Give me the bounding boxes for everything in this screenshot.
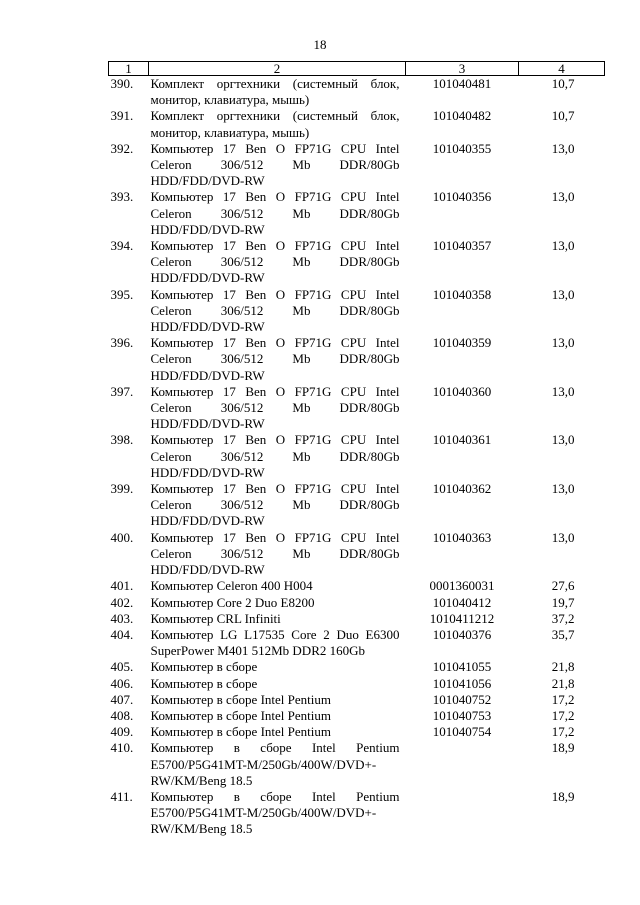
inventory-code [406, 789, 519, 838]
row-number: 409. [110, 724, 134, 740]
item-name-line: Комплект оргтехники (системный блок, [150, 76, 400, 91]
item-name [149, 189, 406, 238]
table-body [109, 76, 605, 838]
row-number: 410. [110, 740, 134, 756]
item-name [149, 530, 406, 579]
item-value: 17,2 [551, 707, 575, 723]
item-name [149, 708, 406, 724]
item-name-line: Celeron 306/512 Mb DDR/80Gb [150, 157, 400, 173]
item-name-line: Celeron 306/512 Mb DDR/80Gb [150, 497, 400, 513]
header-row [109, 62, 605, 76]
inventory-code: 101040361 [432, 432, 492, 448]
item-name-line: Компьютер 17 Ben O FP71G CPU Intel [150, 189, 400, 205]
row-number: 401. [110, 578, 134, 594]
item-name [149, 238, 406, 287]
item-name-line: E5700/P5G41MT-M/250Gb/400W/DVD+- [150, 756, 377, 772]
item-name-line: Компьютер LG L17535 Core 2 Duo E6300 [150, 626, 400, 642]
item-name [149, 335, 406, 384]
table-row [109, 692, 605, 708]
header-col-2: 2 [149, 62, 406, 76]
table-row [109, 789, 605, 838]
item-name-line: Компьютер CRL Infiniti [150, 610, 281, 626]
item-name-line: Компьютер 17 Ben O FP71G CPU Intel [150, 140, 400, 156]
item-name [149, 578, 406, 594]
item-name-line: HDD/FDD/DVD-RW [150, 319, 265, 335]
table-row [109, 627, 605, 659]
row-number: 393. [110, 189, 134, 205]
item-name [149, 595, 406, 611]
item-name [149, 76, 406, 109]
inventory-code: 101040356 [432, 189, 492, 205]
item-value: 10,7 [551, 108, 575, 124]
item-name-line: Компьютер 17 Ben O FP71G CPU Intel [150, 432, 400, 448]
row-number: 392. [110, 140, 134, 156]
item-name-line: SuperPower M401 512Mb DDR2 160Gb [150, 643, 365, 659]
item-value: 35,7 [551, 626, 575, 642]
inventory-code [406, 740, 519, 789]
table-row [109, 287, 605, 336]
item-value: 13,0 [551, 432, 575, 448]
item-name [149, 432, 406, 481]
item-value: 13,0 [551, 383, 575, 399]
inventory-code: 101041055 [432, 659, 492, 675]
item-name [149, 659, 406, 675]
item-value: 18,9 [551, 740, 575, 756]
table-row [109, 724, 605, 740]
inventory-code: 101040363 [432, 529, 492, 545]
item-name [149, 724, 406, 740]
item-name-line: HDD/FDD/DVD-RW [150, 562, 265, 578]
item-name-line: Компьютер в сборе [150, 675, 258, 691]
item-name [149, 676, 406, 692]
item-name [149, 384, 406, 433]
item-name-line: E5700/P5G41MT-M/250Gb/400W/DVD+- [150, 805, 377, 821]
row-number: 395. [110, 286, 134, 302]
row-number: 405. [110, 659, 134, 675]
item-name [149, 789, 406, 838]
row-number: 411. [110, 788, 133, 804]
item-name-line: RW/KM/Beng 18.5 [150, 821, 253, 837]
inventory-code: 1010411212 [429, 610, 495, 626]
item-value: 21,8 [551, 659, 575, 675]
header-col-1: 1 [109, 62, 149, 76]
row-number: 390. [110, 76, 134, 91]
table-row [109, 432, 605, 481]
row-number: 406. [110, 675, 134, 691]
item-name-line: Celeron 306/512 Mb DDR/80Gb [150, 205, 400, 221]
item-value: 37,2 [551, 610, 575, 626]
item-value: 21,8 [551, 675, 575, 691]
item-value: 13,0 [551, 481, 575, 497]
inventory-code: 101040359 [432, 335, 492, 351]
inventory-code: 101040482 [432, 108, 492, 124]
item-name-line: Компьютер 17 Ben O FP71G CPU Intel [150, 383, 400, 399]
table-row [109, 76, 605, 109]
table-row [109, 578, 605, 594]
table-row [109, 384, 605, 433]
item-value: 17,2 [551, 724, 575, 740]
item-value: 13,0 [551, 238, 575, 254]
row-number: 408. [110, 707, 134, 723]
item-name-line: Компьютер 17 Ben O FP71G CPU Intel [150, 335, 400, 351]
inventory-code: 101040752 [432, 691, 492, 707]
item-name-line: Компьютер в сборе Intel Pentium [150, 707, 331, 723]
row-number: 402. [110, 594, 134, 610]
table-row [109, 595, 605, 611]
inventory-code: 0001360031 [429, 578, 495, 594]
table-row [109, 740, 605, 789]
item-name-line: HDD/FDD/DVD-RW [150, 513, 265, 529]
item-name-line: HDD/FDD/DVD-RW [150, 416, 265, 432]
row-number: 398. [110, 432, 134, 448]
row-number: 394. [110, 238, 134, 254]
item-value: 13,0 [551, 286, 575, 302]
item-name-line: Celeron 306/512 Mb DDR/80Gb [150, 400, 400, 416]
inventory-code: 101040357 [432, 238, 492, 254]
row-number: 403. [110, 610, 134, 626]
row-number: 397. [110, 383, 134, 399]
item-name-line: HDD/FDD/DVD-RW [150, 367, 265, 383]
item-name [149, 692, 406, 708]
item-name [149, 287, 406, 336]
row-number: 407. [110, 691, 134, 707]
item-name [149, 481, 406, 530]
table-row [109, 238, 605, 287]
item-name-line: Celeron 306/512 Mb DDR/80Gb [150, 545, 400, 561]
inventory-code: 101040481 [432, 76, 492, 91]
header-col-4: 4 [519, 62, 605, 76]
row-number: 391. [110, 108, 134, 124]
table-row [109, 189, 605, 238]
item-name-line: Celeron 306/512 Mb DDR/80Gb [150, 448, 400, 464]
table-row [109, 481, 605, 530]
item-value: 10,7 [551, 76, 575, 91]
item-value: 13,0 [551, 529, 575, 545]
table-row [109, 141, 605, 190]
item-name [149, 740, 406, 789]
item-name-line: Компьютер Core 2 Duo E8200 [150, 594, 315, 610]
item-value: 13,0 [551, 140, 575, 156]
item-name-line: Компьютер 17 Ben O FP71G CPU Intel [150, 286, 400, 302]
item-name-line: Компьютер 17 Ben O FP71G CPU Intel [150, 529, 400, 545]
item-name-line: Компьютер в сборе Intel Pentium [150, 740, 400, 756]
row-number: 404. [110, 626, 134, 642]
inventory-code: 101040754 [432, 724, 492, 740]
table-row [109, 676, 605, 692]
item-value: 18,9 [551, 788, 575, 804]
item-name-line: Celeron 306/512 Mb DDR/80Gb [150, 302, 400, 318]
item-value: 19,7 [551, 594, 575, 610]
item-name-line: Компьютер в сборе Intel Pentium [150, 691, 331, 707]
item-name-line: Компьютер 17 Ben O FP71G CPU Intel [150, 481, 400, 497]
item-name-line: Компьютер Celeron 400 H004 [150, 578, 313, 594]
item-name-line: HDD/FDD/DVD-RW [150, 173, 265, 189]
item-name-line: RW/KM/Beng 18.5 [150, 772, 253, 788]
table-header [109, 62, 605, 76]
table-row [109, 108, 605, 140]
inventory-code: 101040412 [432, 594, 492, 610]
page-number: 18 [313, 37, 327, 52]
item-value: 13,0 [551, 335, 575, 351]
item-name [149, 627, 406, 659]
item-name-line: Компьютер в сборе [150, 659, 258, 675]
table-row [109, 659, 605, 675]
item-name-line: Компьютер 17 Ben O FP71G CPU Intel [150, 238, 400, 254]
inventory-code: 101041056 [432, 675, 492, 691]
inventory-code: 101040753 [432, 707, 492, 723]
item-name-line: монитор, клавиатура, мышь) [150, 92, 310, 108]
item-name-line: Celeron 306/512 Mb DDR/80Gb [150, 351, 400, 367]
inventory-table [108, 61, 605, 838]
table-row [109, 335, 605, 384]
item-name-line: Комплект оргтехники (системный блок, [150, 108, 400, 124]
item-name-line: HDD/FDD/DVD-RW [150, 221, 265, 237]
item-value: 13,0 [551, 189, 575, 205]
item-name-line: HDD/FDD/DVD-RW [150, 464, 265, 480]
header-col-3: 3 [406, 62, 519, 76]
inventory-code: 101040362 [432, 481, 492, 497]
row-number: 399. [110, 481, 134, 497]
table-row [109, 530, 605, 579]
inventory-code: 101040376 [432, 626, 492, 642]
inventory-code: 101040355 [432, 140, 492, 156]
item-name [149, 141, 406, 190]
item-name-line: Компьютер в сборе Intel Pentium [150, 724, 331, 740]
item-name [149, 611, 406, 627]
inventory-code: 101040358 [432, 286, 492, 302]
item-name-line: монитор, клавиатура, мышь) [150, 124, 310, 140]
item-name-line: Компьютер в сборе Intel Pentium [150, 788, 400, 804]
item-name-line: Celeron 306/512 Mb DDR/80Gb [150, 254, 400, 270]
row-number: 400. [110, 529, 134, 545]
item-value: 27,6 [551, 578, 575, 594]
item-name [149, 108, 406, 140]
table-row [109, 611, 605, 627]
item-value: 17,2 [551, 691, 575, 707]
inventory-code: 101040360 [432, 383, 492, 399]
row-number: 396. [110, 335, 134, 351]
table-row [109, 708, 605, 724]
item-name-line: HDD/FDD/DVD-RW [150, 270, 265, 286]
